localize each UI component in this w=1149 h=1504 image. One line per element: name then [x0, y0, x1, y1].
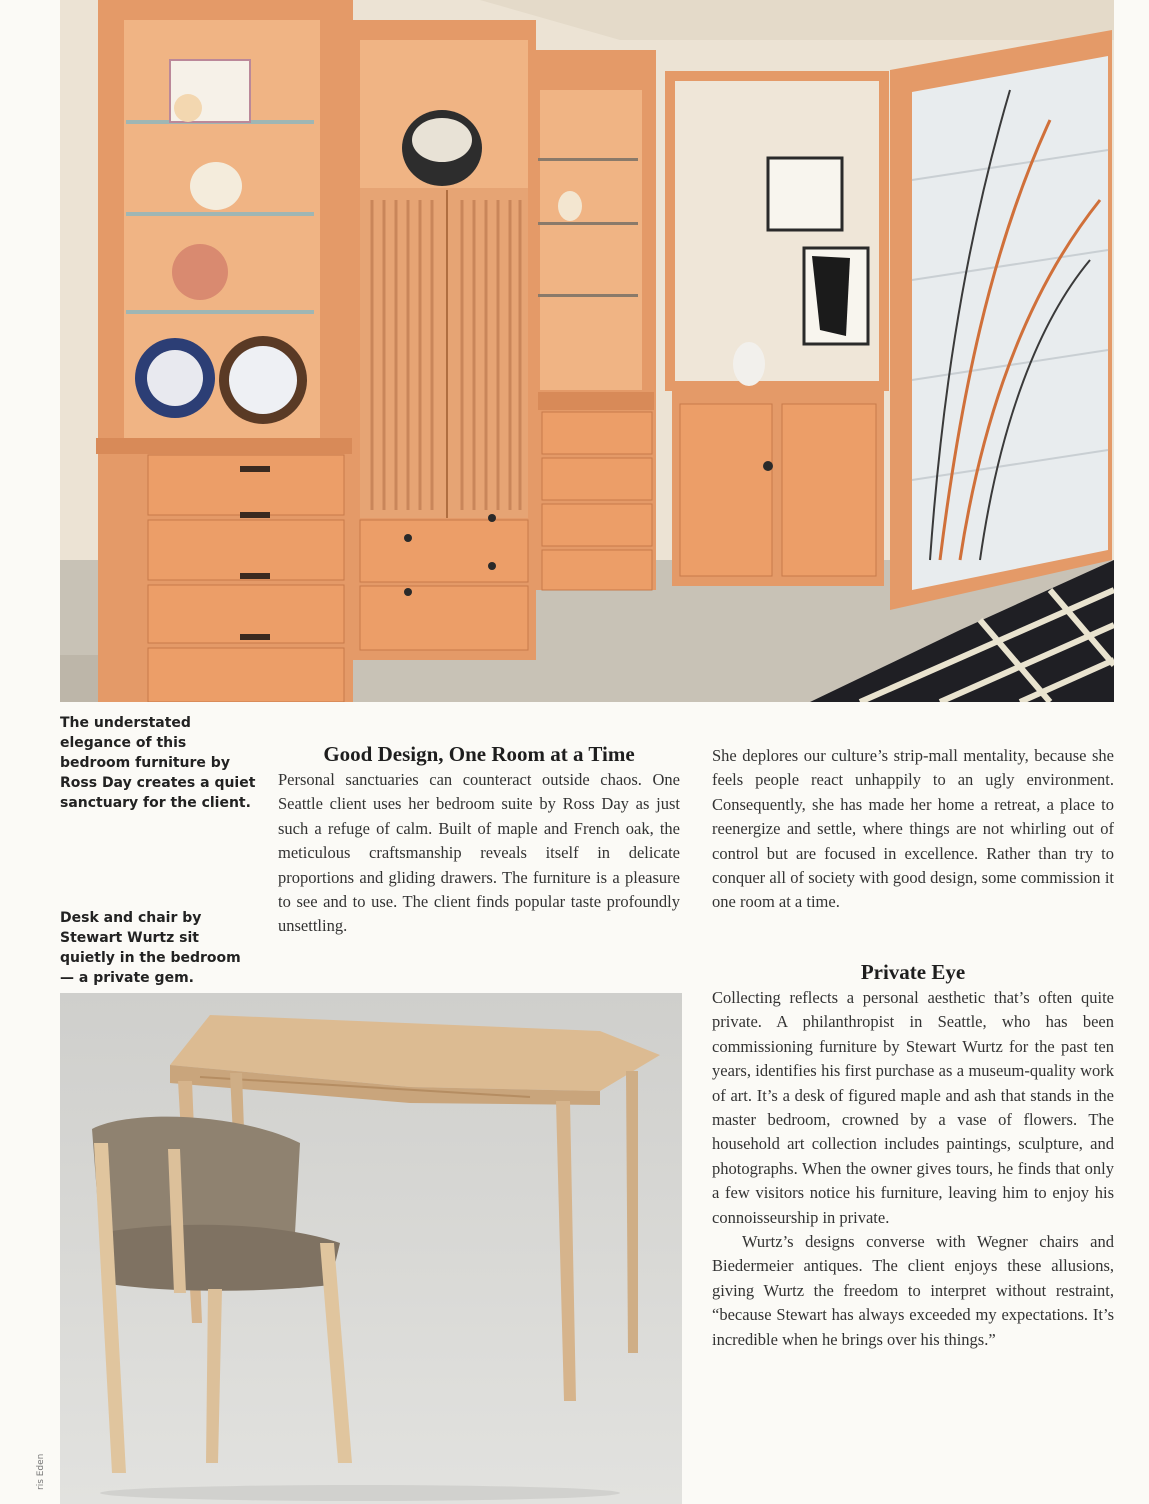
photo-credit: ris Eden	[36, 1453, 46, 1490]
desk-and-chair-photo	[60, 993, 682, 1504]
article-column-3	[712, 986, 1114, 1352]
top-photo-caption: The understated elegance of this bedroom furniture by Ross Day creates a quiet sanctuary for the client.	[60, 715, 256, 811]
paragraph-private-eye-2: Wurtz’s designs converse with Wegner chairs and Biedermeier antiques. The client enjoys these allusions, giving Wurtz the freedom to interpret without restraint, “because Stewart has always exceeded my expectations. It’s incredible when he brings over his things.”	[712, 1232, 1114, 1349]
desk-and-chair-illustration	[60, 993, 682, 1504]
paragraph-private-eye-1: Collecting reflects a personal aesthetic that’s often quite private. A philanthropist in Seattle, who has been commissioning furniture by Stewart Wurtz for the past ten years, identifies his first purchase as a museum-quality work of art. It’s a desk of figured maple and ash that stands in the master bedroom, crowned by a vase of flowers. The household art collection includes paintings, sculpture, and photographs. When the owner gives tours, he finds that only a few visitors notice his furniture, leaving him to enjoy his connoisseurship in private.	[712, 988, 1114, 1227]
article-column-1	[278, 768, 680, 939]
bedroom-furniture-photo	[60, 0, 1114, 702]
paragraph-good-design-2: She deplores our culture’s strip-mall mentality, because she feels people react unhappily to an ugly environment. Consequently, she has made her home a retreat, a place to reenergize and settle, where things are not whirling out of control but are focused in excellence. Rather than try to conquer all of society with good design, some commission it one room at a time.	[712, 746, 1114, 912]
section-heading-private-eye: Private Eye	[860, 960, 966, 984]
paragraph-good-design-1: Personal sanctuaries can counteract outside chaos. One Seattle client uses her bedroom suite by Ross Day as just such a refuge of calm. Built of maple and French oak, the meticulous craftsmanship reveals itself in delicate proportions and gliding drawers. The furniture is a pleasure to see and to use. The client finds popular taste profoundly unsettling.	[278, 770, 680, 936]
article-column-2	[712, 744, 1114, 915]
section-heading-good-design: Good Design, One Room at a Time	[323, 742, 635, 766]
bedroom-furniture-illustration	[60, 0, 1114, 702]
bottom-photo-caption: Desk and chair by Stewart Wurtz sit quietly in the bedroom — a private gem.	[60, 910, 241, 986]
